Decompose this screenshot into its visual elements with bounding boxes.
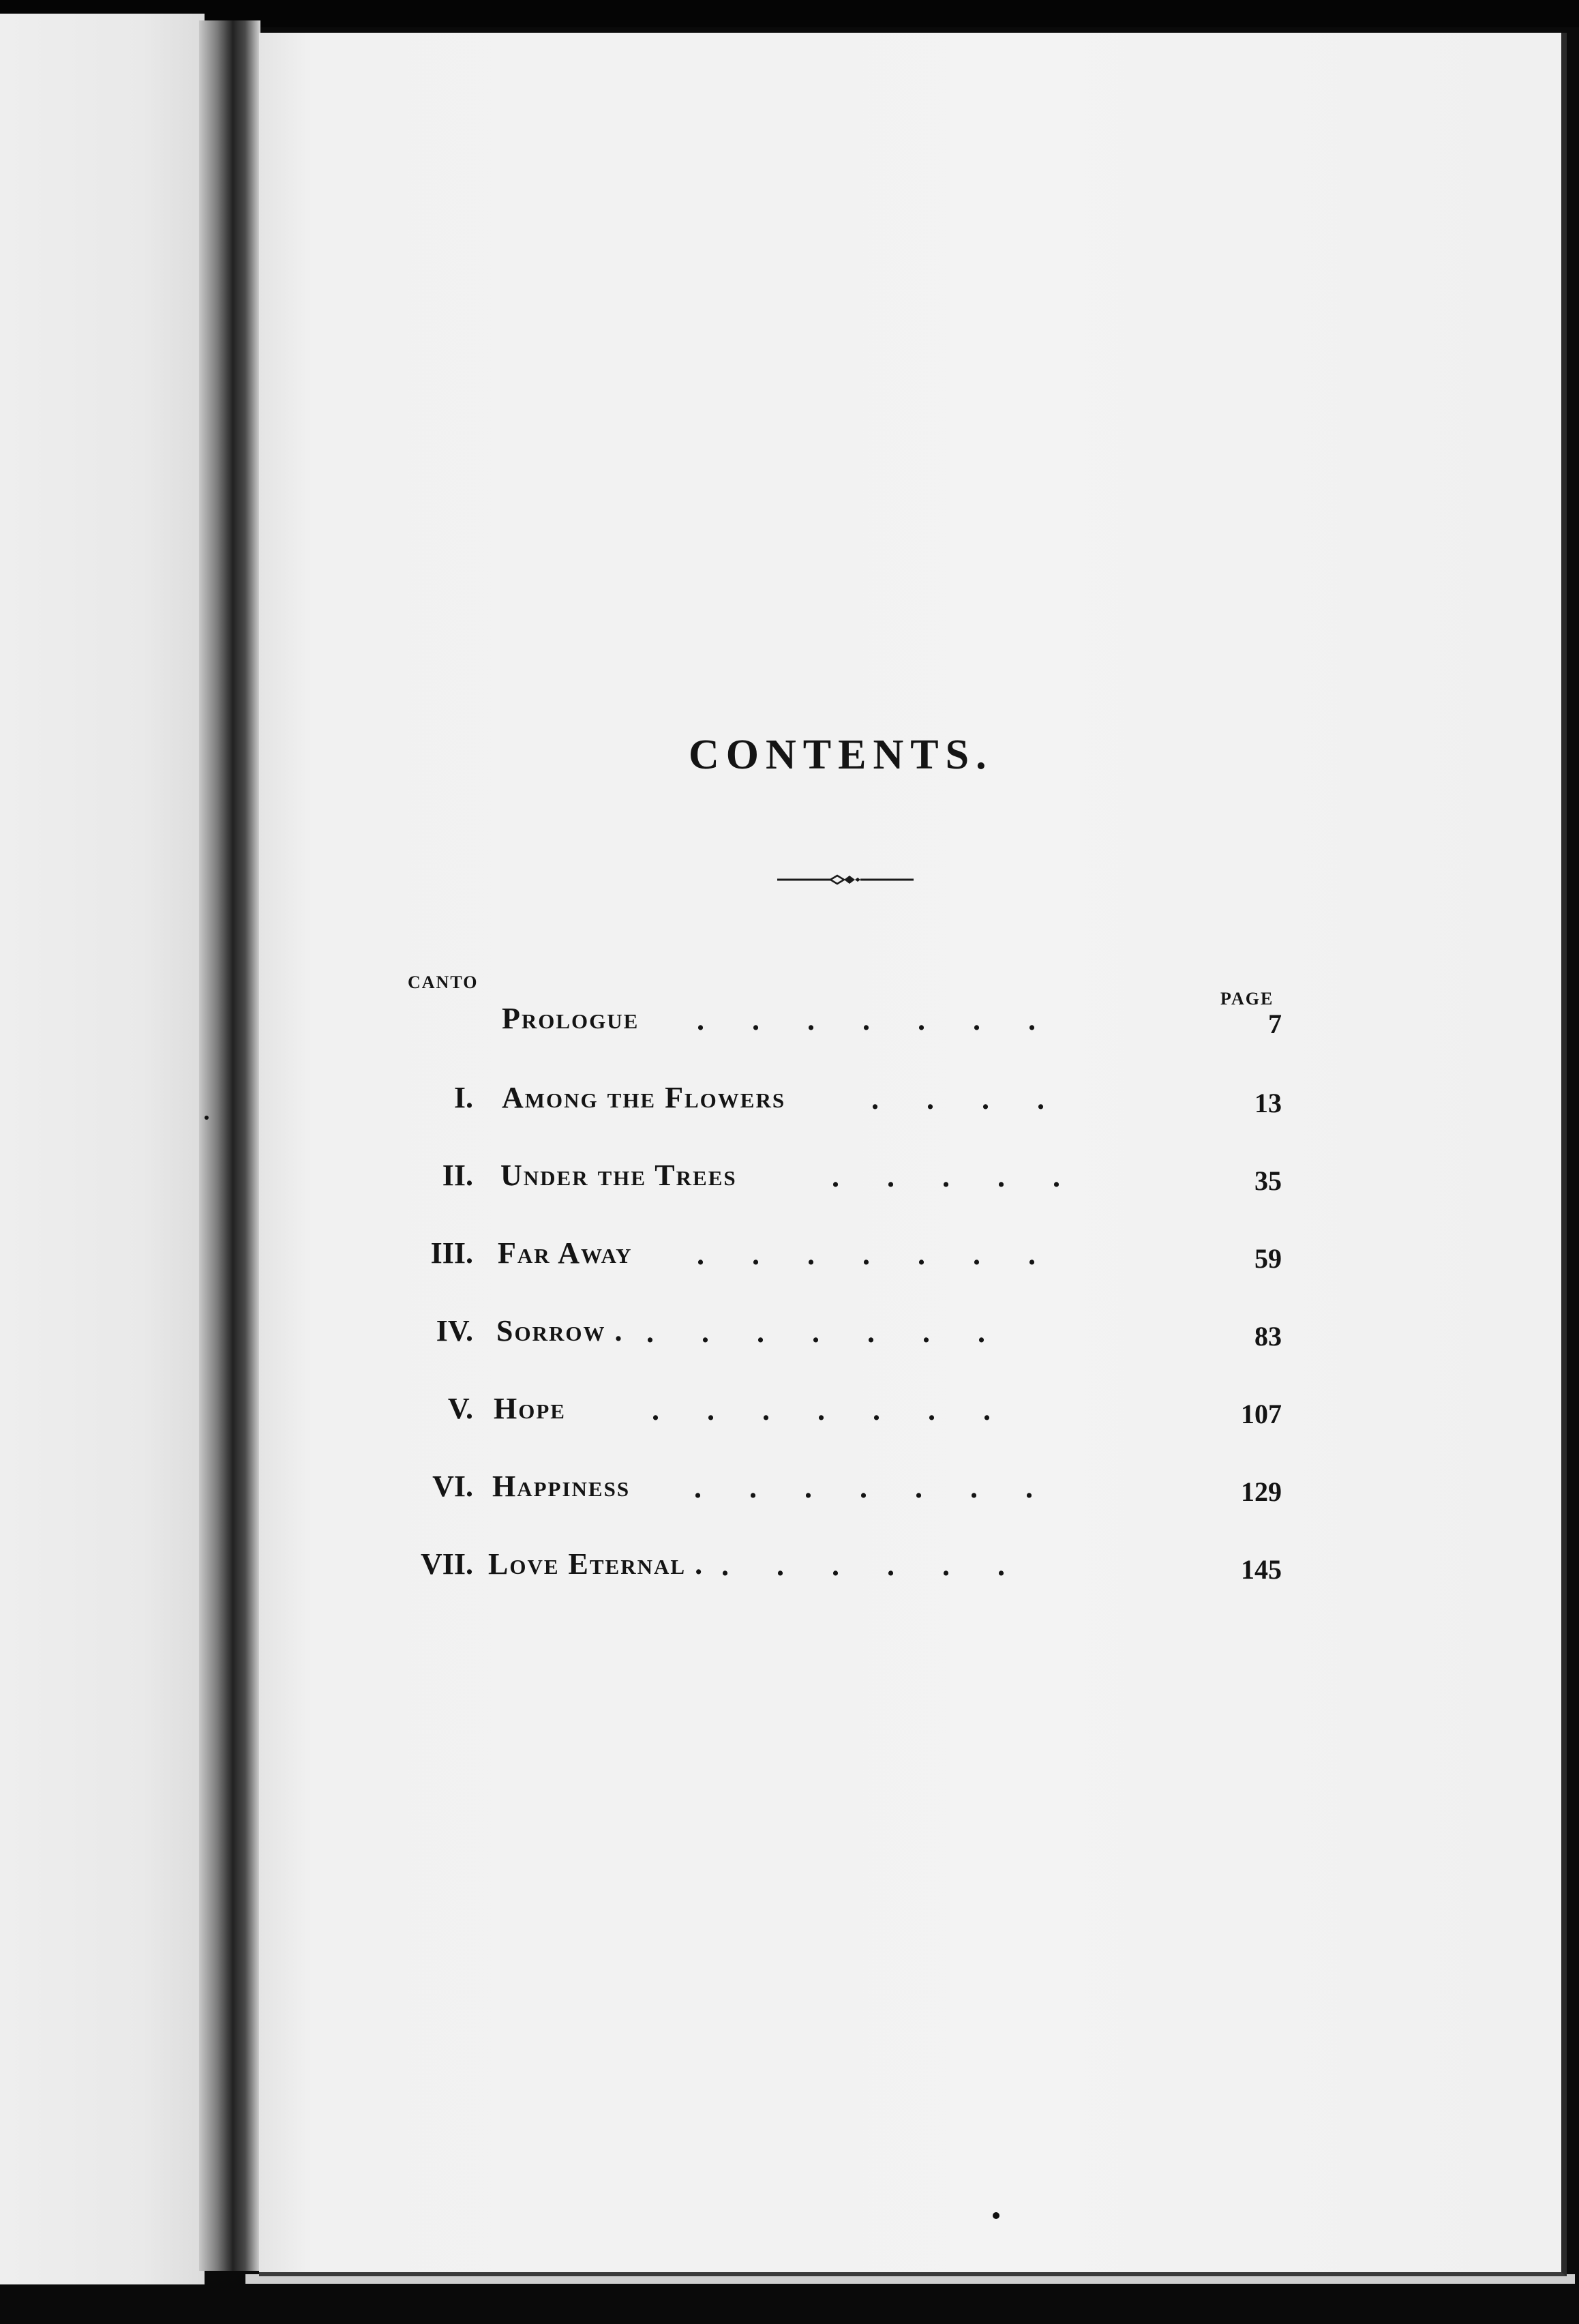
canto-title: Far Away	[498, 1236, 633, 1270]
dot-leader: .......	[646, 1315, 1033, 1349]
dot-leader: ....	[871, 1082, 1092, 1116]
dot-leader: ......	[721, 1549, 1053, 1582]
toc-entry	[382, 1236, 1282, 1283]
page-title: CONTENTS.	[689, 732, 993, 778]
ornament-divider	[777, 872, 914, 888]
canto-title: Prologue	[502, 1002, 640, 1035]
canto-column-header: CANTO	[408, 972, 479, 992]
dot-leader: .......	[697, 1003, 1083, 1037]
canto-numeral: IV.	[436, 1314, 473, 1347]
dot-leader: .......	[697, 1238, 1083, 1271]
canto-numeral: V.	[447, 1392, 473, 1425]
page-column-header: PAGE	[1220, 989, 1274, 1009]
page-number: 107	[1241, 1399, 1282, 1429]
page-number: 35	[1254, 1165, 1282, 1196]
page-number: 13	[1254, 1088, 1282, 1118]
canto-title: Love Eternal .	[488, 1547, 704, 1581]
toc-entry	[382, 1158, 1282, 1206]
ink-speck	[993, 2212, 999, 2219]
dot-leader: .....	[832, 1160, 1108, 1193]
canto-title: Among the Flowers	[502, 1081, 786, 1114]
toc-entry	[382, 1469, 1282, 1517]
canto-numeral: II.	[442, 1159, 473, 1192]
toc-entry	[382, 1547, 1282, 1594]
dot-leader: .......	[694, 1471, 1081, 1504]
page-number: 145	[1241, 1554, 1282, 1585]
canto-title: Under the Trees	[500, 1159, 737, 1192]
toc-entry	[382, 1391, 1282, 1439]
canto-numeral: VI.	[432, 1470, 473, 1503]
book-gutter	[199, 20, 260, 2271]
canto-numeral: I.	[453, 1081, 473, 1114]
toc-entry	[382, 1313, 1282, 1361]
canto-title: Sorrow .	[496, 1314, 624, 1347]
canto-numeral: VII.	[420, 1547, 473, 1581]
page-number: 129	[1241, 1476, 1282, 1507]
toc-entry	[382, 1080, 1282, 1128]
canto-title: Happiness	[492, 1470, 631, 1503]
page-number: 59	[1254, 1243, 1282, 1274]
ink-speck	[205, 1116, 209, 1120]
toc-entry	[382, 1001, 1282, 1049]
canto-title: Hope	[494, 1392, 566, 1425]
left-facing-page	[0, 14, 205, 2284]
canto-numeral: III.	[430, 1236, 473, 1270]
dot-leader: .......	[652, 1393, 1038, 1427]
contents-page	[259, 33, 1567, 2276]
page-number: 7	[1268, 1009, 1282, 1039]
page-number: 83	[1254, 1321, 1282, 1352]
